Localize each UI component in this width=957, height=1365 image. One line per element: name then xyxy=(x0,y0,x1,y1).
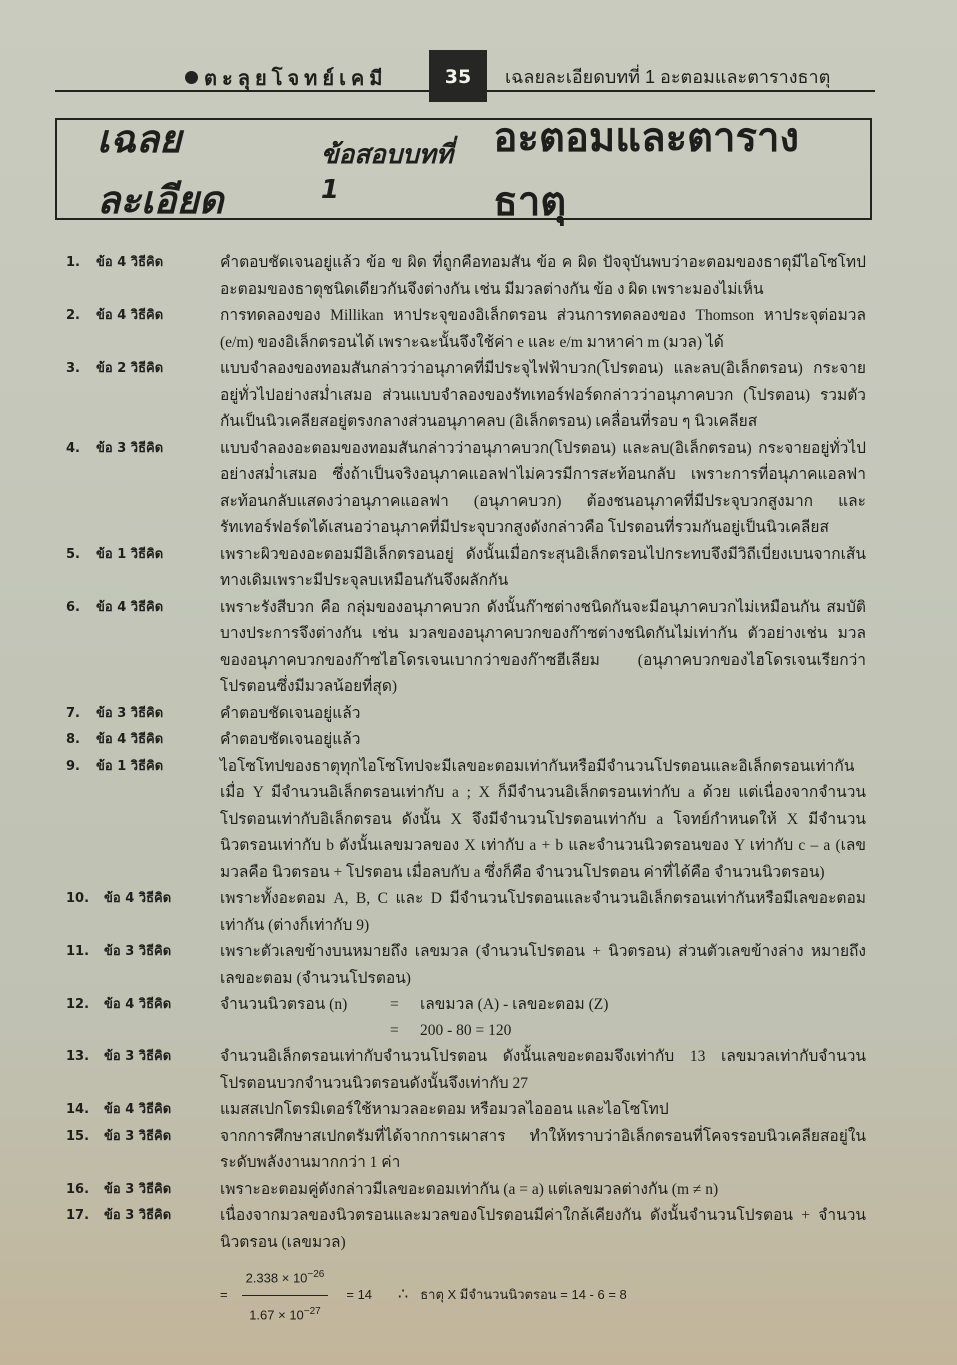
answer-choice: ข้อ 3 วิธีคิด xyxy=(104,1208,172,1223)
answer-choice: ข้อ 1 วิธีคิด xyxy=(96,758,164,774)
book-title-text: ตะลุยโจทย์เคมี xyxy=(204,66,388,90)
answer-item xyxy=(60,542,870,595)
answer-number: 6. xyxy=(66,599,80,615)
answer-explanation: คำตอบชัดเจนอยู่แล้ว xyxy=(220,731,361,748)
therefore-symbol: ∴ xyxy=(398,1286,409,1304)
answer-number: 5. xyxy=(66,546,80,562)
answer-number: 17. xyxy=(66,1208,90,1223)
answer-item xyxy=(60,1177,870,1204)
answer-explanation: แบบจำลองอะตอมของทอมสันกล่าวว่าอนุภาคบวก(โปรตอน) และลบ(อิเล็กตรอน) กระจายอยู่ทั่วไปอย่างสม่ำเสมอ ซึ่งถ้าเป็นจริงอนุภาคแอลฟาไม่ควรมีการสะท้อนกลับ เพราะการที่อนุภาคแอลฟาสะท้อนกลับแสดงว่าอนุภาคแอลฟา (อนุภาคบวก) ต้องชนอนุภาคที่มีประจุบวกสูงมาก และรัทเทอร์ฟอร์ดได้เสนอว่าอนุภาคที่มีประจุบวกสูงดังกล่าวคือ โปรตอนที่รวมกันอยู่เป็นนิวเคลียส xyxy=(220,439,866,536)
answer-item xyxy=(60,939,870,992)
answer-number: 12. xyxy=(66,997,90,1012)
answer-explanation: คำตอบชัดเจนอยู่แล้ว ข้อ ข ผิด ที่ถูกคือทอมสัน ข้อ ค ผิด ปัจจุบันพบว่าอะตอมของธาตุมีไอโซโทปอะตอมของธาตุชนิดเดียวกันจึงต่างกัน เช่น มีมวลต่างกัน ข้อ ง ผิด เพราะมองไม่เห็น xyxy=(220,254,866,298)
conclusion: ธาตุ X มีจำนวนนิวตรอน = 14 - 6 = 8 xyxy=(420,1287,627,1303)
formula-result: 200 - 80 = 120 xyxy=(420,1022,512,1039)
answer-choice: ข้อ 3 วิธีคิด xyxy=(104,1181,172,1197)
answer-item xyxy=(60,886,870,939)
answer-choice: ข้อ 4 วิธีคิด xyxy=(96,308,164,323)
answer-explanation: เนื่องจากมวลของนิวตรอนและมวลของโปรตอนมีค่าใกล้เคียงกัน ดังนั้นจำนวนโปรตอน + จำนวนนิวตรอน (เลขมวล) xyxy=(220,1207,866,1251)
answer-choice: ข้อ 4 วิธีคิด xyxy=(96,255,164,270)
answer-number: 9. xyxy=(66,758,80,774)
answer-explanation: แมสสเปกโตรมิเตอร์ใช้หามวลอะตอม หรือมวลไอออน และไอโซโทป xyxy=(220,1101,669,1118)
formula-equals: = xyxy=(220,1287,228,1303)
title-box xyxy=(55,115,872,225)
page-number: 35 xyxy=(429,50,487,102)
formula-equals: = xyxy=(390,1022,399,1039)
answer-number: 13. xyxy=(66,1049,90,1064)
answer-item xyxy=(60,1097,870,1124)
title-topic: อะตอมและตารางธาตุ xyxy=(493,115,799,225)
answer-choice: ข้อ 4 วิธีคิด xyxy=(96,732,164,747)
answer-number: 1. xyxy=(66,255,80,270)
answer-choice: ข้อ 4 วิธีคิด xyxy=(104,1102,172,1117)
formula-equals: = xyxy=(390,996,399,1013)
answer-choice: ข้อ 3 วิธีคิด xyxy=(104,1049,172,1064)
answer-number: 2. xyxy=(66,308,80,323)
answer-number: 4. xyxy=(66,440,80,456)
answer-content xyxy=(220,1203,870,1329)
book-title xyxy=(185,62,387,94)
answer-choice: ข้อ 1 วิธีคิด xyxy=(96,546,164,562)
fraction xyxy=(242,1262,329,1329)
answer-choice: ข้อ 3 วิธีคิด xyxy=(96,440,164,456)
answer-explanation: คำตอบชัดเจนอยู่แล้ว xyxy=(220,704,361,722)
answer-number: 16. xyxy=(66,1181,90,1197)
answer-item xyxy=(60,1044,870,1097)
answer-item xyxy=(60,754,870,887)
answer-item xyxy=(60,701,870,728)
answer-item xyxy=(60,1124,870,1177)
answer-explanation: จากการศึกษาสเปกตรัมที่ได้จากการเผาสาร ทำให้ทราบว่าอิเล็กตรอนที่โคจรรอบนิวเคลียสอยู่ในระดับพลังงานมากกว่า 1 ค่า xyxy=(220,1127,866,1171)
fraction-result: = 14 xyxy=(346,1287,373,1303)
answer-number: 7. xyxy=(66,705,80,721)
page-header xyxy=(55,50,875,102)
answer-item xyxy=(60,436,870,542)
answer-choice: ข้อ 2 วิธีคิด xyxy=(96,361,164,376)
answer-choice: ข้อ 3 วิธีคิด xyxy=(104,1128,172,1144)
answer-choice: ข้อ 4 วิธีคิด xyxy=(96,599,164,615)
answer-choice: ข้อ 4 วิธีคิด xyxy=(104,891,172,906)
answer-explanation: เพราะรังสีบวก คือ กลุ่มของอนุภาคบวก ดังนั้นก๊าซต่างชนิดกันจะมีอนุภาคบวกไม่เหมือนกัน สมบัติบางประการจึงต่างกัน เช่น มวลของอนุภาคบวกของก๊าซต่างชนิดกันไม่เท่ากัน ตัวอย่างเช่น มวลของอนุภาคบวกของก๊าซไฮโดรเจนเบากว่าของก๊าซฮีเลียม (อนุภาคบวกของไฮโดรเจนเรียกว่าโปรตอนซึ่งมีมวลน้อยที่สุด) xyxy=(220,598,866,695)
title-main: เฉลยละเอียด xyxy=(97,117,224,222)
answer-item xyxy=(60,595,870,701)
answer-explanation: แบบจำลองของทอมสันกล่าวว่าอนุภาคที่มีประจุไฟฟ้าบวก(โปรตอน) และลบ(อิเล็กตรอน) กระจายอยู่ทั่วไปอย่างสม่ำเสมอ ส่วนแบบจำลองของรัทเทอร์ฟอร์ดกล่าวว่าอนุภาคบวก (โปรตอน) รวมตัวกันเป็นนิวเคลียสอยู่ตรงกลางส่วนอนุภาคลบ (อิเล็กตรอน) เคลื่อนที่รอบ ๆ นิวเคลียส xyxy=(220,360,866,430)
answer-explanation: เพราะตัวเลขข้างบนหมายถึง เลขมวล (จำนวนโปรตอน + นิวตรอน) ส่วนตัวเลขข้างล่าง หมายถึง เลขอะตอม (จำนวนโปรตอน) xyxy=(220,943,866,987)
answer-number: 10. xyxy=(66,891,90,906)
fraction-denominator: $1.67 \times 10^{-27}$ xyxy=(249,1305,321,1323)
formula-lhs: จำนวนนิวตรอน (n) xyxy=(220,996,348,1013)
answer-explanation: เพราะอะตอมคู่ดังกล่าวมีเลขอะตอมเท่ากัน (a = a) แต่เลขมวลต่างกัน (m ≠ n) xyxy=(220,1180,719,1198)
answer-number: 8. xyxy=(66,732,80,747)
answer-item xyxy=(60,303,870,356)
fraction-formula xyxy=(220,1262,866,1329)
answer-item xyxy=(60,356,870,436)
answer-choice: ข้อ 3 วิธีคิด xyxy=(104,944,172,959)
answer-number: 11. xyxy=(66,944,90,959)
answer-explanation: เพราะทั้งอะตอม A, B, C และ D มีจำนวนโปรตอนและจำนวนอิเล็กตรอนเท่ากันหรือมีเลขอะตอมเท่ากัน (ต่างก็เท่ากับ 9) xyxy=(220,890,866,934)
answer-choice: ข้อ 4 วิธีคิด xyxy=(104,997,172,1012)
bullet-icon xyxy=(185,71,198,84)
answer-number: 15. xyxy=(66,1128,90,1144)
answer-choice: ข้อ 3 วิธีคิด xyxy=(96,705,164,721)
answer-list xyxy=(60,250,870,1329)
answer-item xyxy=(60,992,870,1044)
answer-number: 3. xyxy=(66,361,80,376)
formula-rhs: เลขมวล (A) - เลขอะตอม (Z) xyxy=(420,996,609,1013)
answer-item xyxy=(60,1203,870,1329)
answer-number: 14. xyxy=(66,1102,90,1117)
answer-item xyxy=(60,250,870,303)
answer-item xyxy=(60,727,870,754)
fraction-numerator: $2.338 \times 10^{-26}$ xyxy=(242,1262,329,1296)
answer-explanation: ไอโซโทปของธาตุทุกไอโซโทปจะมีเลขอะตอมเท่ากันหรือมีจำนวนโปรตอนและอิเล็กตรอนเท่ากันเมื่อ Y มีจำนวนอิเล็กตรอนเท่ากับ a ; X ก็มีจำนวนอิเล็กตรอนเท่ากับ a ด้วย แต่เนื่องจากจำนวนโปรตอนเท่ากับอิเล็กตรอน ดังนั้น X จึงมีจำนวนโปรตอนเท่ากับ a โจทย์กำหนดให้ X มีจำนวนนิวตรอนเท่ากับ b ดังนั้นเลขมวลของ X เท่ากับ a + b และจำนวนนิวตรอนของ Y เท่ากับ c – a (เลขมวลคือ นิวตรอน + โปรตอน เมื่อลบกับ a ซึ่งก็คือ จำนวนโปรตอน ค่าที่ได้คือ จำนวนนิวตรอน) xyxy=(220,757,866,881)
answer-formula xyxy=(220,992,870,1044)
chapter-label: เฉลยละเอียดบทที่ 1 อะตอมและตารางธาตุ xyxy=(505,67,831,87)
answer-explanation: จำนวนอิเล็กตรอนเท่ากับจำนวนโปรตอน ดังนั้นเลขอะตอมจึงเท่ากับ 13 เลขมวลเท่ากับจำนวนโปรตอนบวกจำนวนนิวตรอนดังนั้นจึงเท่ากับ 27 xyxy=(220,1048,866,1092)
answer-explanation: การทดลองของ Millikan หาประจุของอิเล็กตรอน ส่วนการทดลองของ Thomson หาประจุต่อมวล (e/m) ของอิเล็กตรอนได้ เพราะฉะนั้นจึงใช้ค่า e และ e/m มาหาค่า m (มวล) ได้ xyxy=(220,307,866,351)
answer-explanation: เพราะผิวของอะตอมมีอิเล็กตรอนอยู่ ดังนั้นเมื่อกระสุนอิเล็กตรอนไปกระทบจึงมีวิถีเบี่ยงเบนจากเส้นทางเดิมเพราะมีประจุลบเหมือนกันจึงผลักกัน xyxy=(220,545,866,589)
title-sub: ข้อสอบบทที่ 1 xyxy=(320,139,454,205)
